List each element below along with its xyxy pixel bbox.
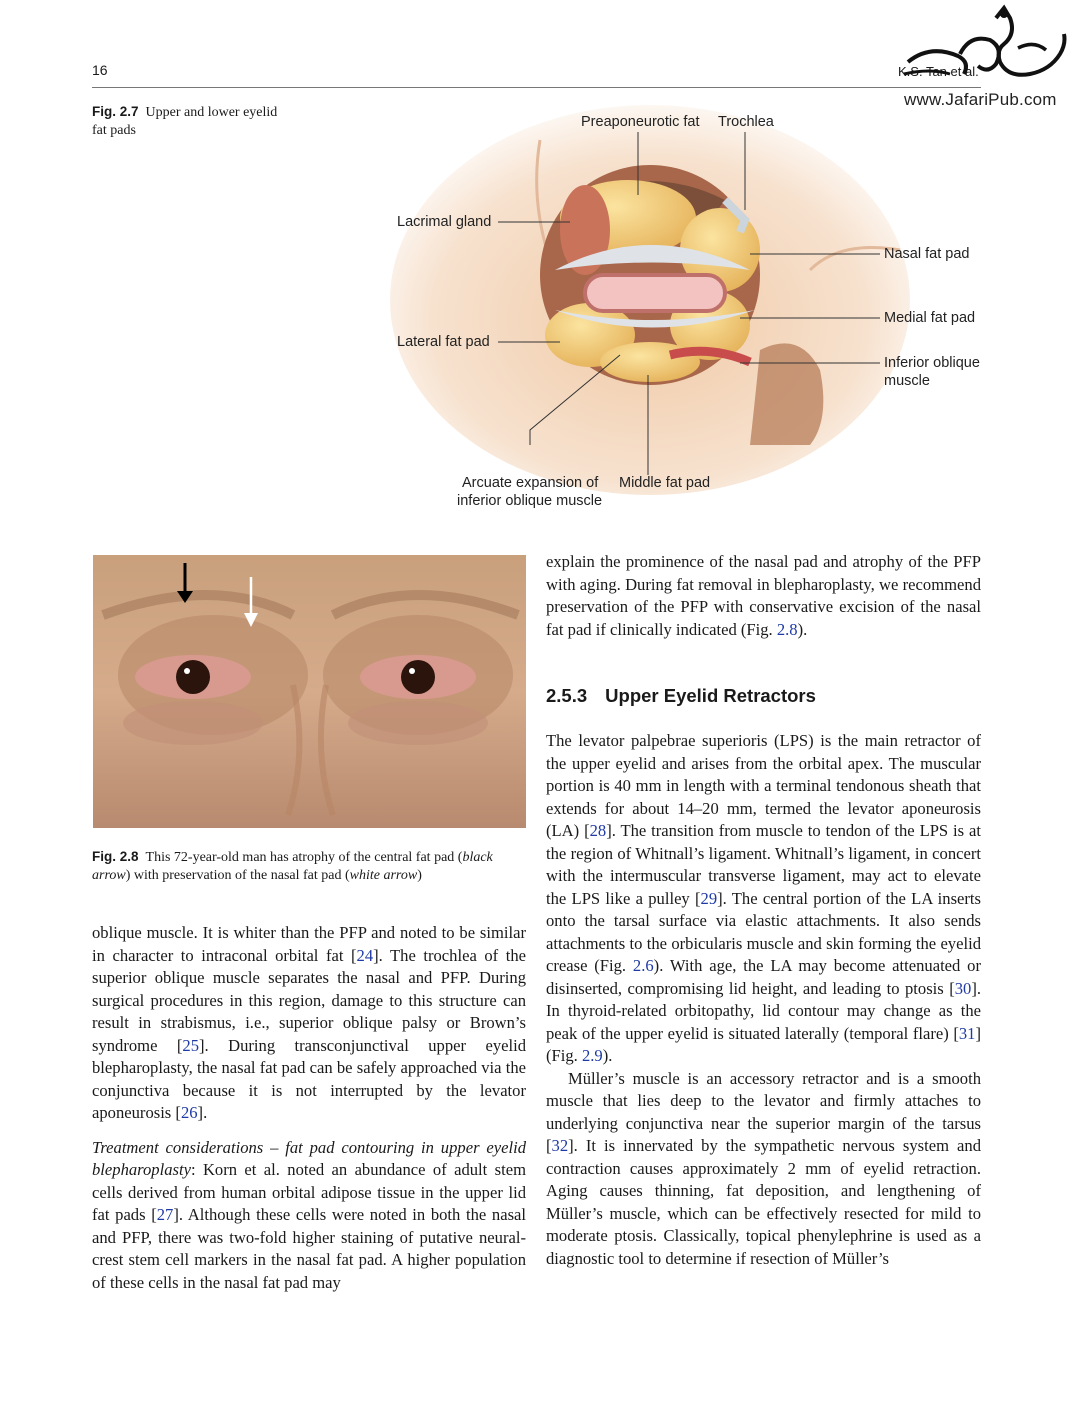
citation-link[interactable]: 26	[180, 1103, 198, 1122]
citation-link[interactable]: 25	[182, 1035, 199, 1055]
caption-emphasis: white arrow	[349, 868, 418, 883]
left-column-text	[92, 922, 526, 1294]
label-lacrimal-gland: Lacrimal gland	[397, 214, 492, 230]
label-inferior-oblique-line2: muscle	[884, 373, 930, 389]
right-column-text	[546, 730, 981, 1270]
label-nasal-fat-pad: Nasal fat pad	[884, 246, 970, 262]
caption-text: )	[417, 868, 422, 883]
section-title: Upper Eyelid Retractors	[605, 685, 816, 706]
label-middle-fat-pad: Middle fat pad	[619, 475, 711, 491]
page-number: 16	[92, 62, 108, 78]
watermark-text: www.JafariPub.com	[904, 90, 1057, 109]
palpebral-fissure	[585, 275, 725, 311]
citation-link[interactable]: 24	[356, 945, 374, 965]
label-arcuate-line1: Arcuate expansion of	[462, 475, 599, 491]
caption-text: Upper and lower eyelid fat pads	[92, 105, 278, 138]
figure-label: Fig. 2.7	[92, 104, 139, 119]
citation-link[interactable]: 28	[589, 821, 607, 840]
figure-link[interactable]: 2.6	[632, 956, 654, 975]
citation-link[interactable]: 30	[954, 978, 972, 998]
figure-link[interactable]: 2.8	[776, 619, 798, 639]
running-head: K.S. Tan et al.	[898, 64, 979, 79]
nasal-cavity-shadow	[750, 343, 823, 445]
section-number: 2.5.3	[546, 685, 588, 706]
paragraph: Müller’s muscle is an accessory retractor and is a smooth muscle that lies deep to the levator and firmly attaches to underlying conjunctiva near the superior margin of the tarsus [32]. It is innervated by the sympathetic nervous system and contraction causes approximately 2 mm of eyelid retraction. Aging causes thinning, fat deposition, and lengthening of Müller’s muscle, which can be effectively resected for mild to moderate ptosis. Classically, topical phenylephrine is used as a diagnostic tool to determine if resection of Müller’s	[546, 1068, 981, 1268]
section-heading	[546, 685, 816, 707]
label-inferior-oblique-line1: Inferior oblique	[884, 355, 980, 371]
figure-label: Fig. 2.8	[92, 849, 139, 864]
label-preaponeurotic-fat: Preaponeurotic fat	[581, 114, 700, 130]
right-column-top-text	[546, 551, 981, 641]
caption-text: ) with preservation of the nasal fat pad (	[125, 868, 350, 883]
label-lateral-fat-pad: Lateral fat pad	[397, 334, 490, 350]
header-rule	[92, 87, 981, 88]
patient-eyes-photo	[93, 555, 526, 828]
citation-link[interactable]: 27	[156, 1205, 174, 1224]
figure-link[interactable]: 2.9	[581, 1046, 603, 1065]
paragraph: Treatment considerations – fat pad contouring in upper eyelid blepharoplasty: Korn et al. noted an abundance of adult stem cells derived from human orbital adipose tissue in the upper lid fat pads [27]. Although these cells were noted in both the nasal and PFP, there was two-fold higher staining of putative neural-crest stem cell markers in the nasal fat pad. A higher population of these cells in the nasal fat pad may	[92, 1137, 526, 1292]
figure-2-8-caption	[92, 848, 532, 885]
label-arcuate-line2: inferior oblique muscle	[457, 493, 603, 509]
caption-emphasis: black arrow	[92, 850, 493, 883]
paragraph: The levator palpebrae superioris (LPS) is the main retractor of the upper eyelid and arises from the orbital apex. The muscular portion is 40 mm in length with a terminal tendonous sheath that extends for about 14–20 mm, termed the levator aponeurosis (LA) [28]. The transition from muscle to tendon of the LPS is at the region of Whitnall’s ligament. Whitnall’s ligament, in concert with the intermuscular transverse ligament, may act to elevate the LPS like a pulley [29]. The central portion of the LA inserts onto the tarsal surface via elastic attachments. It also sends attachments to the orbicularis muscle and skin forming the eyelid crease (Fig. 2.6). With age, the LA may become attenuated or disinserted, compromising lid height, and leading to ptosis [30]. In thyroid-related orbitopathy, lid contour may change as the peak of the upper eyelid is situated laterally (temporal flare) [31] (Fig. 2.9).	[546, 731, 981, 1065]
caption-text: This 72-year-old man has atrophy of the central fat pad (	[145, 850, 463, 865]
figure-2-7-caption	[92, 103, 292, 140]
label-medial-fat-pad: Medial fat pad	[884, 310, 976, 326]
citation-link[interactable]: 31	[958, 1023, 976, 1043]
paragraph: oblique muscle. It is whiter than the PFP and noted to be similar in character to intraconal orbital fat [24]. The trochlea of the superior oblique muscle separates the nasal and PFP. During surgical procedures in this region, damage to this structure can result in strabismus, i.e., superior oblique palsy or Brown’s syndrome [25]. During transconjunctival upper eyelid blepharoplasty, the nasal fat pad can be safely approached via the conjunctiva because it is not interrupted by the levator aponeurosis [26].	[92, 923, 526, 1122]
citation-link[interactable]: 29	[700, 888, 718, 908]
citation-link[interactable]: 32	[551, 1136, 569, 1155]
paragraph: explain the prominence of the nasal pad and atrophy of the PFP with aging. During fat removal in blepharoplasty, we recommend preservation of the PFP with conservative excision of the nasal fat pad if clinically indicated (Fig. 2.8).	[546, 552, 981, 639]
label-trochlea: Trochlea	[718, 114, 774, 130]
